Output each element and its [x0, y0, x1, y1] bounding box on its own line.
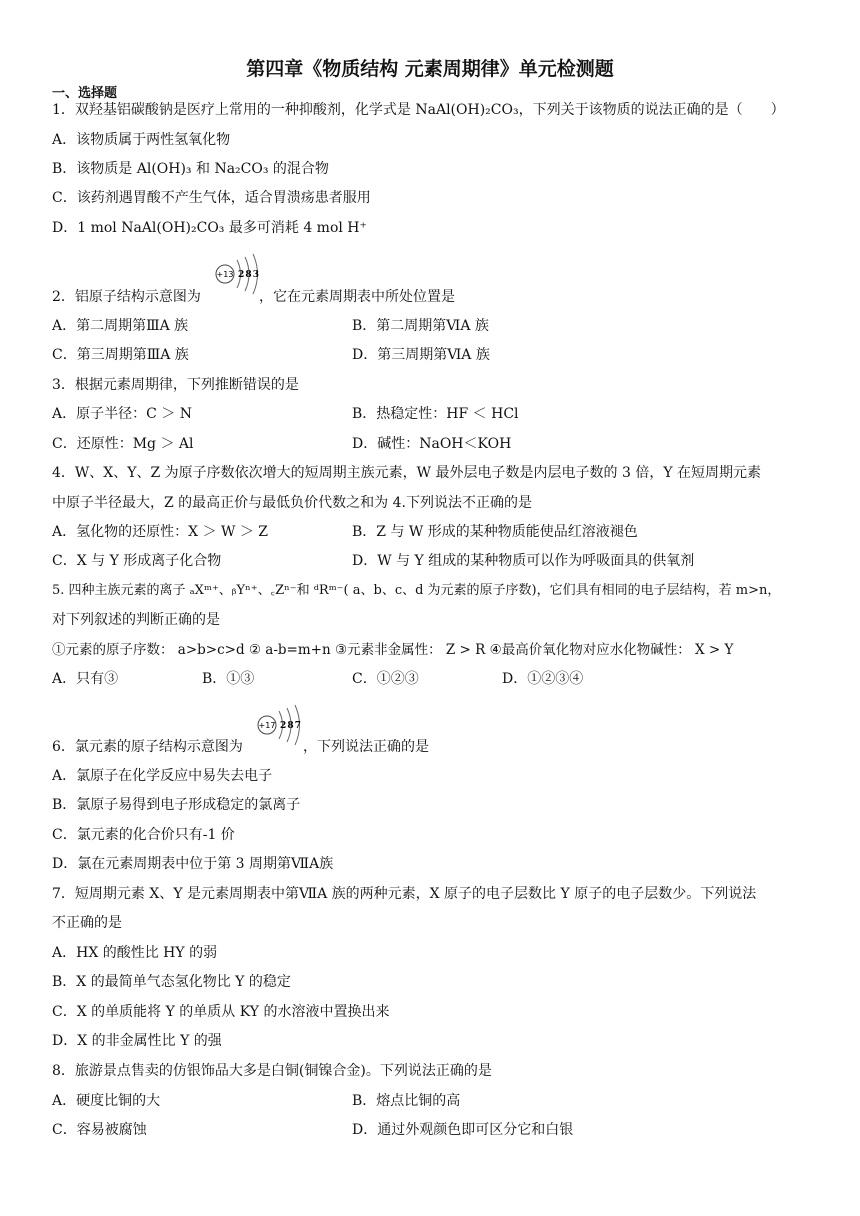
question-2-option-d[interactable]: D．第三周期第ⅥA 族 [352, 347, 490, 363]
question-3-option-b[interactable]: B．热稳定性：HF ＜ HCl [352, 406, 519, 422]
question-5-stem-line-1: 5. 四种主族元素的离子 ₐXᵐ⁺、ᵦYⁿ⁺、꜀Zⁿ⁻和 ᵈRᵐ⁻( a、b、c、d 为元素的原子序数)，它们具有相同的电子层结构，若 m>n， [52, 583, 781, 598]
chlorine-atom-diagram [253, 701, 307, 751]
chlorine-shell-electrons: 2 8 7 [280, 721, 301, 731]
question-4-option-d[interactable]: D．W 与 Y 组成的某种物质可以作为呼吸面具的供氧剂 [352, 553, 695, 569]
question-6-option-d[interactable]: D．氯在元素周期表中位于第 3 周期第ⅦA族 [52, 856, 334, 872]
question-4-option-b[interactable]: B．Z 与 W 形成的某种物质能使品红溶液褪色 [352, 524, 638, 540]
question-4-stem-line-2: 中原子半径最大，Z 的最高正价与最低负价代数之和为 4.下列说法不正确的是 [52, 495, 532, 511]
question-6-option-a[interactable]: A．氯原子在化学反应中易失去电子 [52, 768, 273, 784]
question-1-option-c[interactable]: C．该药剂遇胃酸不产生气体，适合胃溃疡患者服用 [52, 190, 371, 206]
question-5-option-a[interactable]: A．只有③ [52, 671, 119, 687]
question-7-option-b[interactable]: B．X 的最简单气态氢化物比 Y 的稳定 [52, 974, 291, 990]
question-1-stem: 1．双羟基铝碳酸钠是医疗上常用的一种抑酸剂，化学式是 NaAl(OH)₂CO₃，下列关于该物质的说法正确的是（ ） [52, 102, 785, 118]
question-2-stem-start: 2．铝原子结构示意图为 [52, 289, 201, 305]
question-8-stem: 8．旅游景点售卖的仿银饰品大多是白铜(铜镍合金)。下列说法正确的是 [52, 1063, 492, 1079]
question-2-option-b[interactable]: B．第二周期第ⅥA 族 [352, 318, 489, 334]
question-2-stem-end: ，它在元素周期表中所处位置是 [259, 289, 455, 305]
question-4-option-c[interactable]: C．X 与 Y 形成离子化合物 [52, 553, 222, 569]
question-7-stem-line-1: 7．短周期元素 X、Y 是元素周期表中第ⅦA 族的两种元素，X 原子的电子层数比 Y 原子的电子层数少。下列说法 [52, 886, 757, 902]
question-8-option-b[interactable]: B．熔点比铜的高 [352, 1093, 461, 1109]
question-6-option-b[interactable]: B．氯原子易得到电子形成稳定的氯离子 [52, 797, 301, 813]
question-2-option-a[interactable]: A．第二周期第ⅢA 族 [52, 318, 189, 334]
question-4-option-a[interactable]: A．氢化物的还原性：X ＞ W ＞ Z [52, 524, 268, 540]
question-8-option-c[interactable]: C．容易被腐蚀 [52, 1122, 147, 1138]
page-title: 第四章《物质结构 元素周期律》单元检测题 [246, 58, 614, 80]
question-6-stem-start: 6．氯元素的原子结构示意图为 [52, 739, 243, 755]
question-2-option-c[interactable]: C．第三周期第ⅢA 族 [52, 347, 189, 363]
question-6-option-c[interactable]: C．氯元素的化合价只有-1 价 [52, 827, 235, 843]
question-3-option-c[interactable]: C．还原性：Mg ＞ Al [52, 436, 194, 452]
question-3-option-a[interactable]: A．原子半径：C ＞ N [52, 406, 192, 422]
question-8-option-a[interactable]: A．硬度比铜的大 [52, 1093, 161, 1109]
question-5-option-c[interactable]: C．①②③ [352, 671, 419, 687]
question-1-option-b[interactable]: B．该物质是 Al(OH)₃ 和 Na₂CO₃ 的混合物 [52, 161, 329, 177]
question-7-option-a[interactable]: A．HX 的酸性比 HY 的弱 [52, 945, 218, 961]
question-3-stem: 3．根据元素周期律，下列推断错误的是 [52, 377, 299, 393]
question-5-option-d[interactable]: D．①②③④ [502, 671, 584, 687]
question-5-statements: ①元素的原子序数： a>b>c>d ② a-b=m+n ③元素非金属性： Z > R ④最高价氧化物对应水化物碱性： X > Y [52, 642, 734, 658]
question-7-option-d[interactable]: D．X 的非金属性比 Y 的强 [52, 1033, 222, 1049]
question-7-stem-line-2: 不正确的是 [52, 915, 122, 931]
question-5-stem-line-2: 对下列叙述的判断正确的是 [52, 612, 220, 628]
question-3-option-d[interactable]: D．碱性：NaOH＜KOH [352, 436, 512, 452]
chlorine-nucleus-label: +17 [258, 721, 276, 730]
question-8-option-d[interactable]: D．通过外观颜色即可区分它和白银 [352, 1122, 574, 1138]
question-1-option-d[interactable]: D．1 mol NaAl(OH)₂CO₃ 最多可消耗 4 mol H⁺ [52, 220, 367, 236]
section-heading: 一、选择题 [52, 86, 118, 101]
question-6-stem-end: ，下列说法正确的是 [303, 739, 429, 755]
question-5-option-b[interactable]: B．①③ [202, 671, 255, 687]
aluminum-nucleus-label: +13 [216, 270, 234, 279]
question-1-option-a[interactable]: A．该物质属于两性氢氧化物 [52, 132, 231, 148]
question-4-stem-line-1: 4．W、X、Y、Z 为原子序数依次增大的短周期主族元素，W 最外层电子数是内层电子数的 3 倍，Y 在短周期元素 [52, 465, 762, 481]
aluminum-shell-electrons: 2 8 3 [238, 270, 259, 280]
aluminum-atom-diagram [211, 252, 265, 302]
question-7-option-c[interactable]: C．X 的单质能将 Y 的单质从 KY 的水溶液中置换出来 [52, 1004, 390, 1020]
